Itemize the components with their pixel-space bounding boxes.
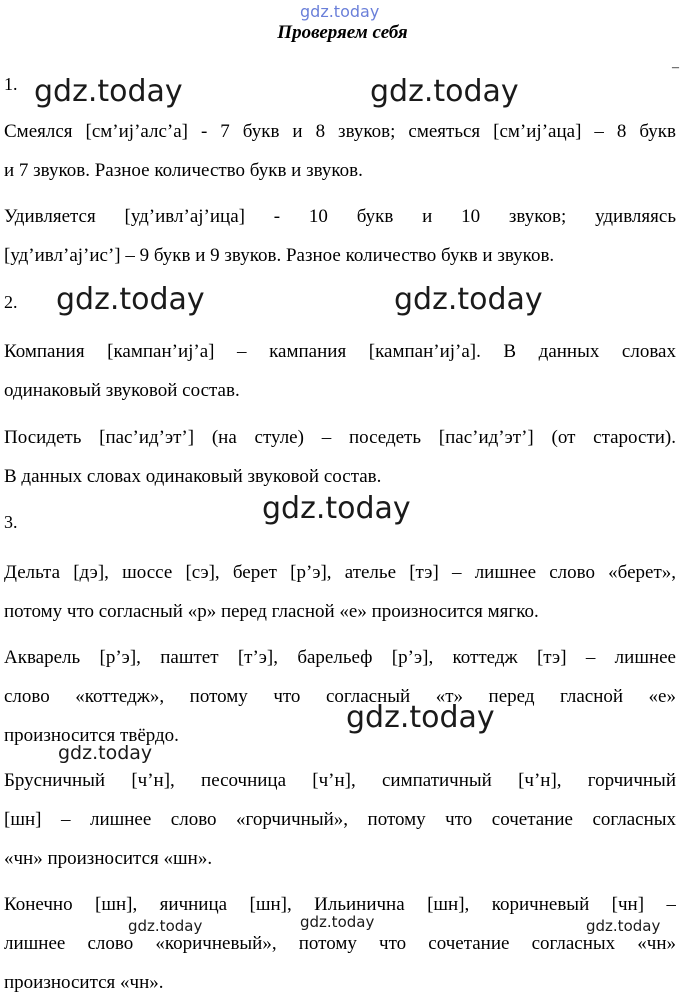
paragraph-line: лишнее слово «коричневый», потому что сочетание согласных «чн» [4,933,676,954]
paragraph [4,638,676,755]
paragraph [4,885,676,1002]
paragraph-line: Удивляется [уд’ивл’аj’ица] - 10 букв и 10 звуков; удивляясь [4,206,676,227]
paragraph [4,332,676,410]
paragraph-line: Посидеть [пас’ид’эт’] (на стуле) – поседеть [пас’ид’эт’] (от старости). [4,427,676,448]
paragraph-line: произносится твёрдо. [4,725,179,746]
paragraph-line: одинаковый звуковой состав. [4,380,240,401]
paragraph-line: «чн» произносится «шн». [4,848,213,869]
paragraph-line: потому что согласный «р» перед гласной «е» произносится мягко. [4,601,539,622]
watermark: gdz.today [56,282,205,317]
paragraph [4,761,676,878]
section-number: 1. [4,74,18,94]
watermark: gdz.today [370,74,519,109]
paragraph-line: слово «коттедж», потому что согласный «т» перед гласной «е» [4,686,676,707]
watermark: gdz.today [394,282,543,317]
header-watermark: gdz.today [300,2,380,21]
paragraph [4,112,676,190]
section-number: 3. [4,512,18,532]
paragraph-line: [уд’ивл’аj’ис’] – 9 букв и 9 звуков. Разное количество букв и звуков. [4,245,555,266]
paragraph-line: Дельта [дэ], шоссе [сэ], берет [р’э], ателье [тэ] – лишнее слово «берет», [4,562,676,583]
paragraph-line: Брусничный [ч’н], песочница [ч’н], симпатичный [ч’н], горчичный [4,770,676,791]
paragraph-line: и 7 звуков. Разное количество букв и звуков. [4,160,363,181]
watermark: gdz.today [262,491,411,526]
watermark: gdz.today [346,700,495,735]
page-title: Проверяем себя [277,22,408,43]
watermark: gdz.today [586,917,661,935]
watermark: gdz.today [34,74,183,109]
stray-dash: – [672,60,679,75]
section-number: 2. [4,292,18,312]
paragraph-line: В данных словах одинаковый звуковой состав. [4,466,382,487]
watermark: gdz.today [300,913,375,931]
paragraph-line: Акварель [р’э], паштет [т’э], барельеф [р’э], коттедж [тэ] – лишнее [4,647,676,668]
paragraph-line: Компания [кампан’иj’а] – кампания [кампан’иj’а]. В данных словах [4,341,676,362]
paragraph-line: произносится «чн». [4,972,164,993]
watermark: gdz.today [128,917,203,935]
paragraph-line: Конечно [шн], яичница [шн], Ильинична [шн], коричневый [чн] – [4,894,676,915]
paragraph [4,418,676,496]
paragraph [4,197,676,275]
paragraph [4,553,676,631]
watermark: gdz.today [58,742,153,764]
paragraph-line: [шн] – лишнее слово «горчичный», потому что сочетание согласных [4,809,676,830]
paragraph-line: Смеялся [см’иj’алс’а] - 7 букв и 8 звуков; смеяться [см’иj’аца] – 8 букв [4,121,676,142]
